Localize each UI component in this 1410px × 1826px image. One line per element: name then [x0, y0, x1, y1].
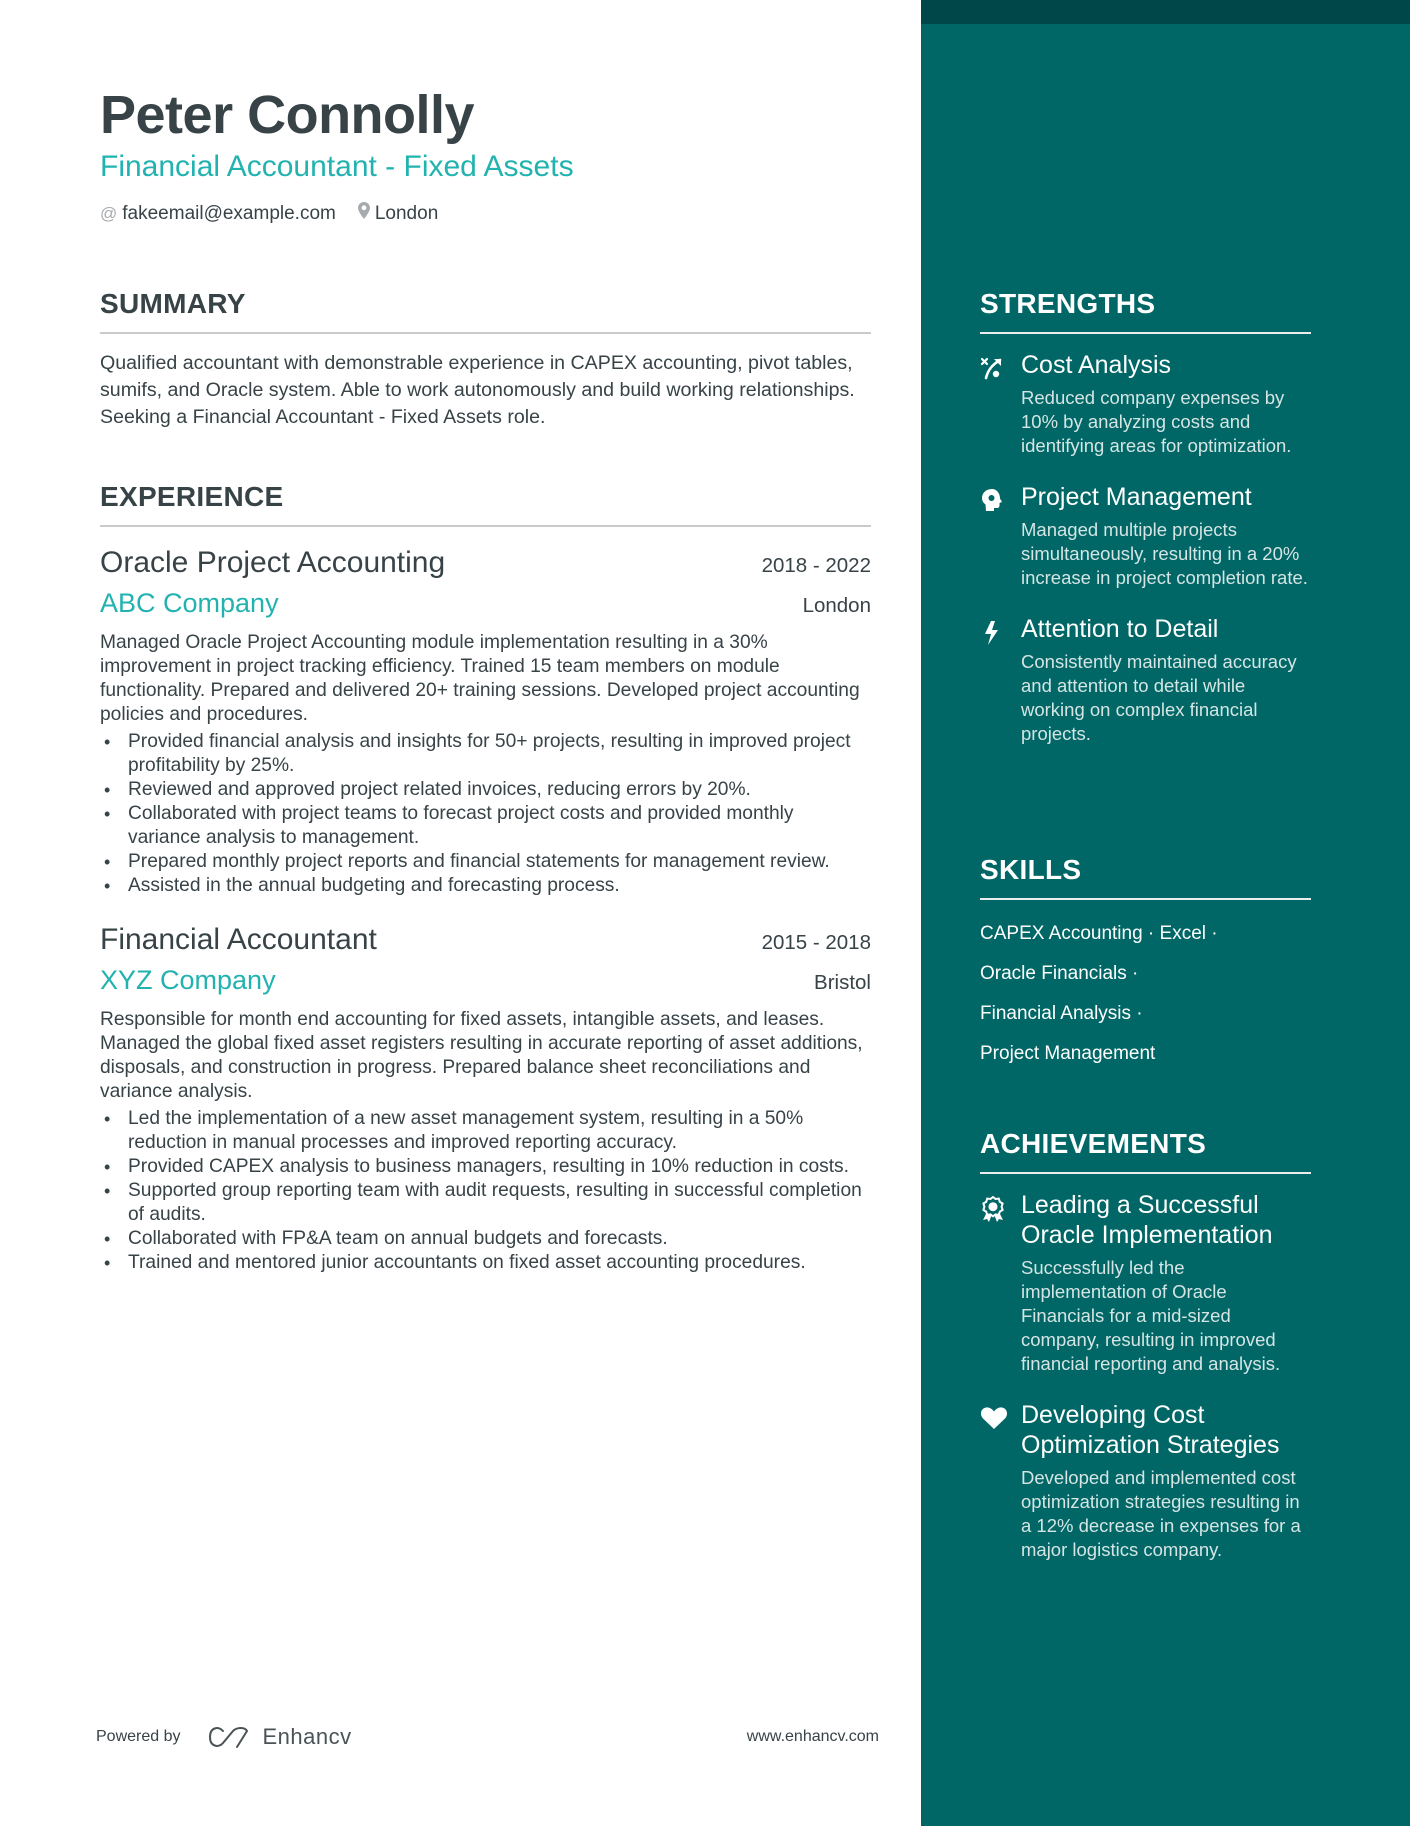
bullet-item: • Provided CAPEX analysis to business managers, resulting in 10% reduction in costs.	[100, 1155, 871, 1179]
candidate-title: Financial Accountant - Fixed Assets	[100, 150, 574, 183]
website-link[interactable]: www.enhancv.com	[746, 1728, 879, 1745]
bullet-item: • Supported group reporting team with audit requests, resulting in successful completion of audits.	[100, 1179, 871, 1227]
sidebar	[921, 0, 1410, 1826]
summary-section	[100, 286, 871, 431]
location-text: London	[374, 203, 439, 224]
strength-description: Managed multiple projects simultaneously, resulting in a 20% increase in project completion rate.	[1021, 519, 1308, 588]
company-name: ABC Company	[100, 588, 279, 618]
job-dates: 2018 - 2022	[761, 554, 871, 577]
strength-item	[980, 482, 1311, 590]
bullet-item: • Trained and mentored junior accountants on fixed asset accounting procedures.	[100, 1251, 871, 1275]
powered-by	[96, 1724, 352, 1750]
experience-entry	[100, 543, 871, 898]
experience-heading: EXPERIENCE	[100, 479, 871, 527]
lightning-icon	[980, 614, 1021, 746]
skill-line: Financial Analysis ·	[980, 1003, 1143, 1024]
achievements-heading: ACHIEVEMENTS	[980, 1126, 1311, 1174]
experience-entry	[100, 920, 871, 1275]
bullet-item: • Assisted in the annual budgeting and forecasting process.	[100, 874, 871, 898]
email-text: fakeemail@example.com	[122, 203, 336, 224]
bullet-item: • Collaborated with project teams to forecast project costs and provided monthly variance analysis to management.	[100, 802, 871, 850]
job-location: London	[802, 594, 871, 617]
strengths-heading: STRENGTHS	[980, 286, 1311, 334]
achievements-section	[980, 1126, 1311, 1562]
contact-email[interactable]	[100, 202, 336, 226]
enhancv-logo[interactable]	[207, 1724, 352, 1750]
contact-info	[100, 202, 438, 226]
strength-title: Project Management	[1021, 483, 1252, 511]
at-icon: @	[100, 204, 118, 223]
job-bullets	[100, 1107, 871, 1275]
footer	[96, 1722, 879, 1752]
achievement-description: Developed and implemented cost optimization strategies resulting in a 12% decrease in expenses for a major logistics company.	[1021, 1467, 1301, 1560]
strength-description: Consistently maintained accuracy and attention to detail while working on complex financial projects.	[1021, 651, 1297, 744]
strength-item	[980, 350, 1311, 458]
achievement-title: Developing Cost Optimization Strategies	[1021, 1401, 1280, 1459]
experience-section	[100, 479, 871, 1275]
strength-title: Attention to Detail	[1021, 615, 1219, 643]
bullet-item: • Reviewed and approved project related invoices, reducing errors by 20%.	[100, 778, 871, 802]
skill-line: Oracle Financials ·	[980, 963, 1139, 984]
skills-list	[980, 914, 1311, 1074]
skill-line: Project Management	[980, 1043, 1156, 1064]
achievement-item	[980, 1400, 1311, 1562]
sidebar-top-band	[921, 0, 1410, 24]
strength-description: Reduced company expenses by 10% by analyzing costs and identifying areas for optimization.	[1021, 387, 1292, 456]
strengths-section	[980, 286, 1311, 746]
bullet-item: • Led the implementation of a new asset management system, resulting in a 50% reduction in manual processes and improved reporting accuracy.	[100, 1107, 871, 1155]
achievement-item	[980, 1190, 1311, 1376]
company-name: XYZ Company	[100, 965, 276, 995]
job-title: Financial Accountant	[100, 923, 377, 956]
strength-title: Cost Analysis	[1021, 351, 1172, 379]
strategy-icon	[980, 350, 1021, 458]
job-bullets	[100, 730, 871, 898]
contact-location	[358, 202, 438, 226]
skill-line: CAPEX Accounting · Excel ·	[980, 923, 1218, 944]
bullet-item: • Provided financial analysis and insights for 50+ projects, resulting in improved project profitability by 25%.	[100, 730, 871, 778]
bullet-item: • Collaborated with FP&A team on annual budgets and forecasts.	[100, 1227, 871, 1251]
award-medal-icon	[980, 1190, 1021, 1376]
enhancv-logo-icon	[207, 1725, 253, 1749]
strength-item	[980, 614, 1311, 746]
job-title: Oracle Project Accounting	[100, 546, 446, 579]
job-description: Responsible for month end accounting for fixed assets, intangible assets, and leases. Managed the global fixed asset registers resulting in accurate reporting of asset additions, disposals, and construction in progress. Prepared balance sheet reconciliations and variance analysis.	[100, 1009, 863, 1102]
job-description: Managed Oracle Project Accounting module implementation resulting in a 30% improvement in project tracking efficiency. Trained 15 team members on module functionality. Prepared and delivered 20+ training sessions. Developed project accounting policies and procedures.	[100, 632, 860, 725]
summary-heading: SUMMARY	[100, 286, 871, 334]
brain-head-icon	[980, 482, 1021, 590]
achievement-description: Successfully led the implementation of Oracle Financials for a mid-sized company, resulting in improved financial reporting and analysis.	[1021, 1257, 1281, 1374]
brand-name: Enhancv	[262, 1724, 352, 1749]
heart-icon	[980, 1400, 1021, 1562]
map-pin-icon	[358, 202, 370, 226]
skills-heading: SKILLS	[980, 852, 1311, 900]
job-location: Bristol	[814, 971, 871, 994]
job-dates: 2015 - 2018	[761, 931, 871, 954]
powered-by-label: Powered by	[96, 1728, 181, 1745]
bullet-item: • Prepared monthly project reports and financial statements for management review.	[100, 850, 871, 874]
summary-text: Qualified accountant with demonstrable experience in CAPEX accounting, pivot tables, sumifs, and Oracle system. Able to work autonomously and build working relationships. Seeking a Financial Accountant - Fixed Assets role.	[100, 352, 855, 428]
candidate-name: Peter Connolly	[100, 85, 475, 145]
skills-section	[980, 852, 1311, 1074]
achievement-title: Leading a Successful Oracle Implementation	[1021, 1191, 1273, 1249]
